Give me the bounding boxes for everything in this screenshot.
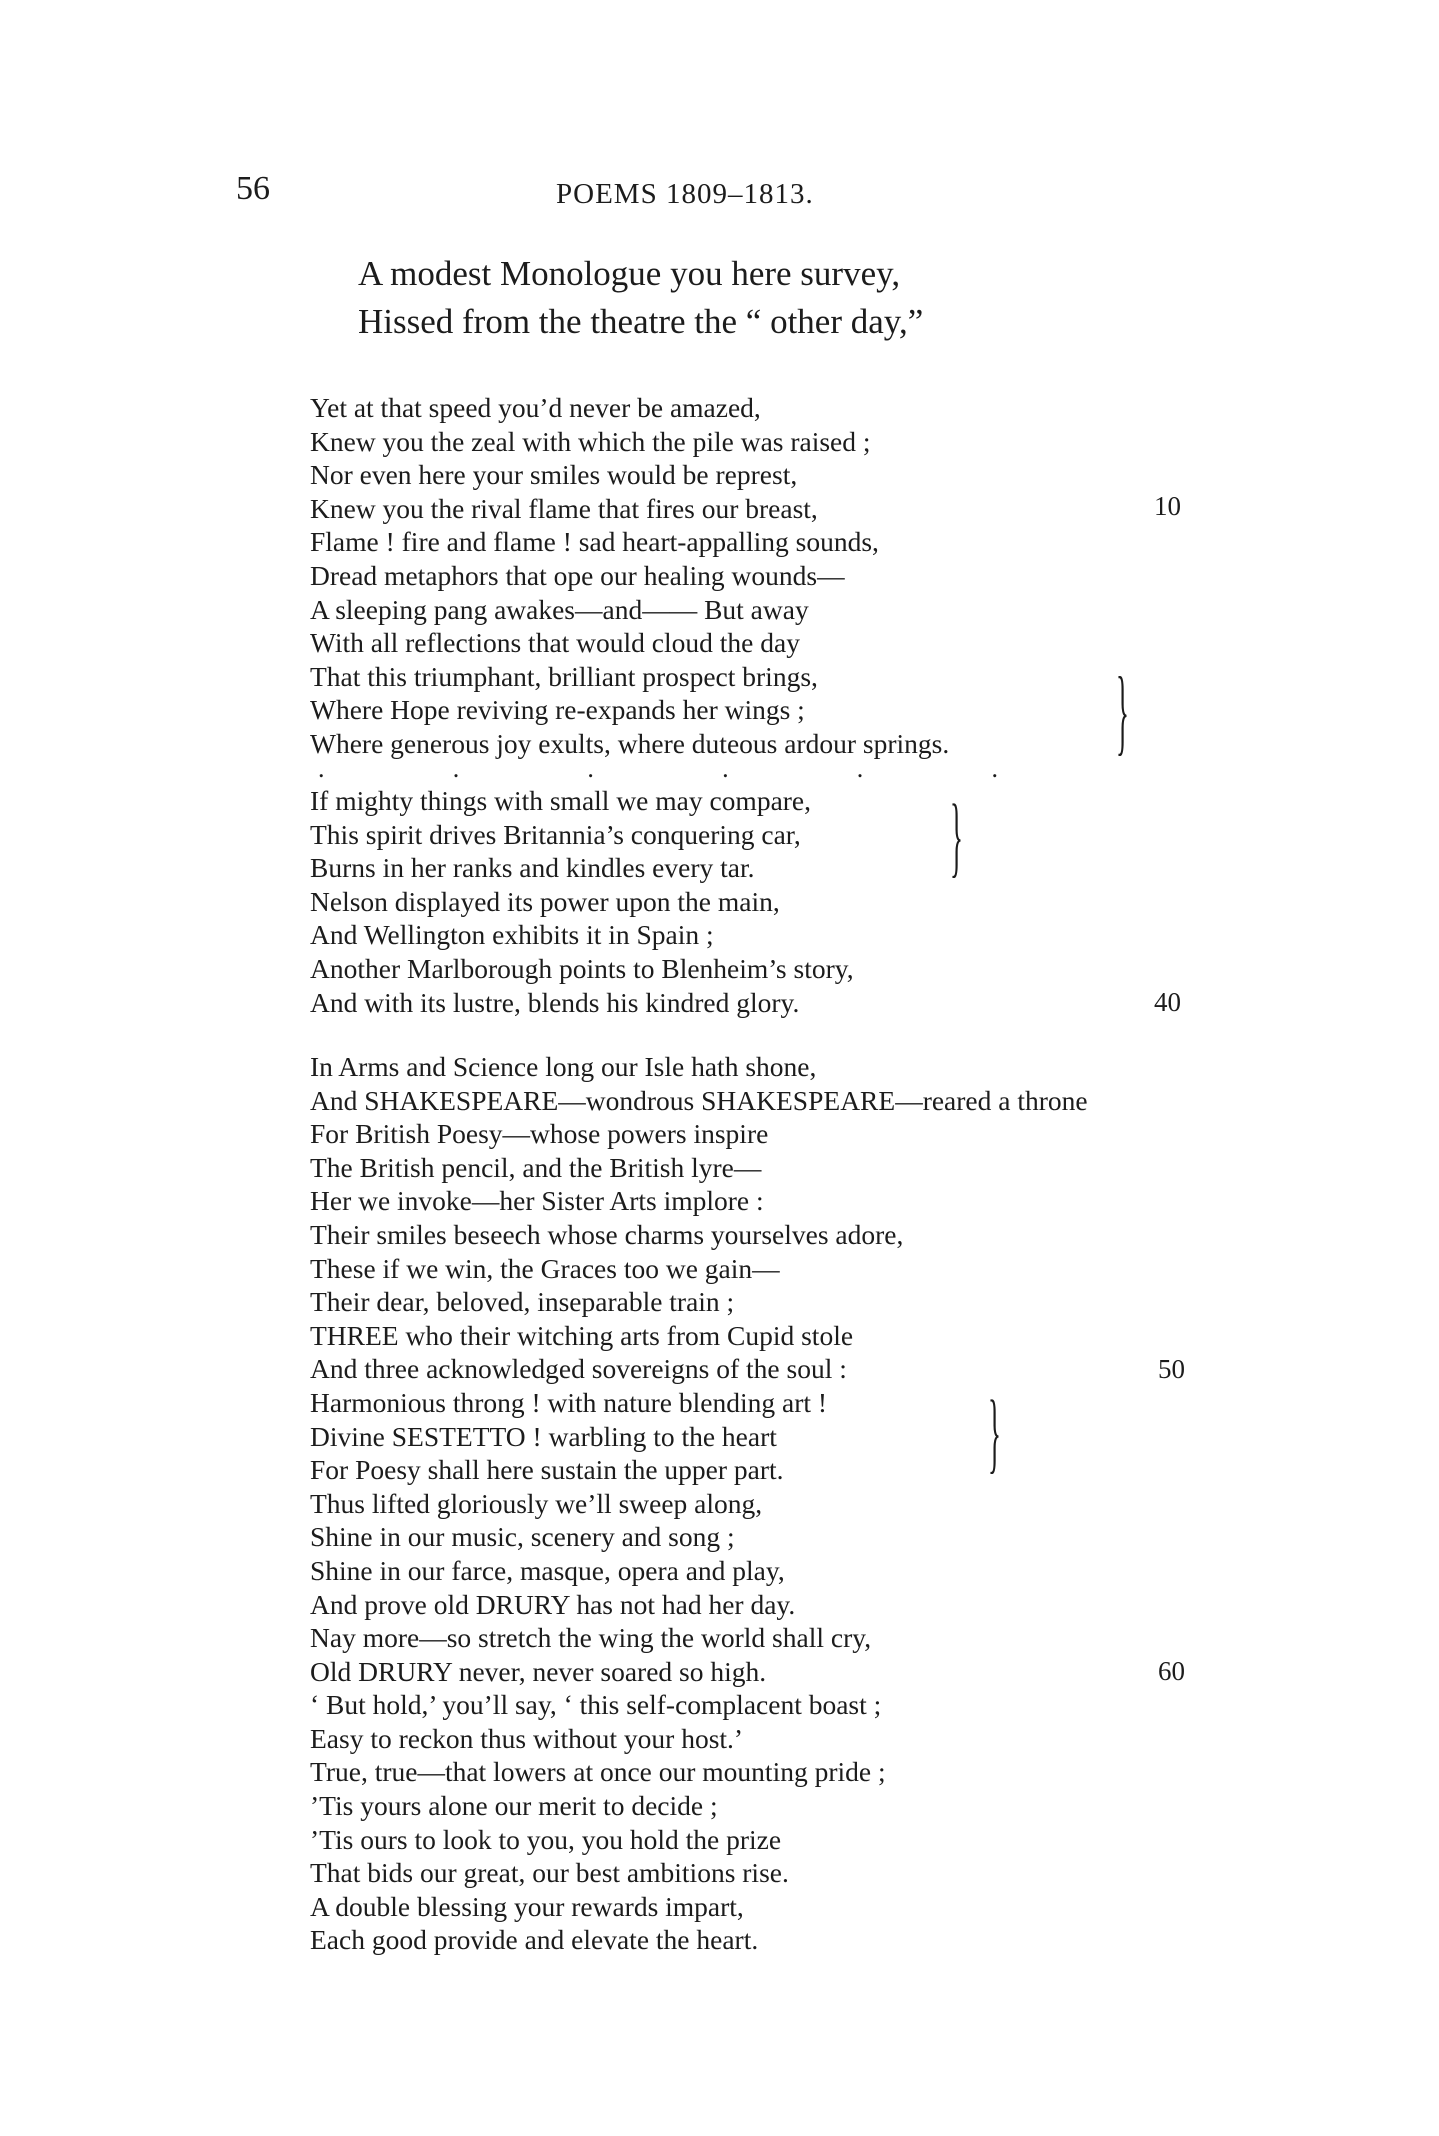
poem-line: If mighty things with small we may compare, [310, 785, 812, 816]
ellipsis-dot: . [452, 754, 460, 783]
poem-line: Old DRURY never, never soared so high. [310, 1655, 767, 1687]
poem-line: And prove old DRURY has not had her day. [310, 1588, 796, 1620]
poem-line: In Arms and Science long our Isle hath shone, [310, 1051, 817, 1082]
poem-line: Their smiles beseech whose charms yourselves adore, [310, 1218, 904, 1250]
poem-line: Burns in her ranks and kindles every tar. [310, 852, 755, 884]
line-number-50: 50 [1158, 1354, 1185, 1384]
poem-line: Divine SESTETTO ! warbling to the heart [310, 1420, 777, 1452]
poem-line: Nelson displayed its power upon the main, [310, 885, 780, 917]
ellipsis-dot: . [991, 754, 998, 783]
poem-line: Harmonious throng ! with nature blending art ! [310, 1386, 828, 1418]
running-head: POEMS 1809–1813. [556, 178, 814, 210]
poem-line: A sleeping pang awakes—and—— But away [310, 593, 809, 625]
poem-line: This spirit drives Britannia’s conquering car, [310, 818, 801, 850]
poem-line: Flame ! fire and flame ! sad heart-appalling sounds, [310, 526, 879, 558]
stanza-2 [310, 784, 854, 1019]
epigraph-line: Hissed from the theatre the “ other day,” [358, 302, 924, 341]
poem-line: Nor even here your smiles would be represt, [310, 459, 798, 491]
line-number-60: 60 [1158, 1656, 1185, 1686]
poem-line: ‘ But hold,’ you’ll say, ‘ this self-complacent boast ; [310, 1689, 882, 1721]
poem-line: Shine in our farce, masque, opera and play, [310, 1554, 785, 1586]
poem-line: Easy to reckon thus without your host.’ [310, 1722, 744, 1754]
triplet-brace: } [1116, 660, 1129, 766]
poem-line: Shine in our music, scenery and song ; [310, 1521, 735, 1553]
poem-line: And with its lustre, blends his kindred glory. [310, 986, 800, 1018]
poem-line: Knew you the zeal with which the pile was raised ; [310, 425, 871, 457]
ellipsis-dot: . [856, 754, 864, 783]
poem-line: Each good provide and elevate the heart. [310, 1924, 759, 1956]
poem-line: These if we win, the Graces too we gain— [310, 1252, 780, 1284]
poem-line: And Wellington exhibits it in Spain ; [310, 919, 714, 951]
poem-line: The British pencil, and the British lyre— [310, 1151, 762, 1183]
poem-line: Where generous joy exults, where duteous ardour springs. [310, 727, 950, 759]
ellipsis-dot: . [722, 754, 729, 783]
poem-line: Her we invoke—her Sister Arts implore : [310, 1185, 764, 1217]
poem-line: Another Marlborough points to Blenheim’s story, [310, 952, 854, 984]
poem-line: Where Hope reviving re-expands her wings ; [310, 694, 805, 726]
epigraph [358, 250, 923, 346]
poem-line: With all reflections that would cloud the day [310, 627, 800, 659]
line-number-40: 40 [1154, 987, 1181, 1017]
poem-line: Yet at that speed you’d never be amazed, [310, 392, 761, 423]
poem-line: ’Tis yours alone our merit to decide ; [310, 1790, 718, 1822]
ellipsis-row [318, 754, 998, 783]
epigraph-line: A modest Monologue you here survey, [358, 254, 901, 293]
stanza-3 [310, 1050, 1088, 1957]
poem-line: And three acknowledged sovereigns of the soul : [310, 1353, 847, 1385]
poem-line: For Poesy shall here sustain the upper part. [310, 1454, 784, 1486]
poem-line: Knew you the rival flame that fires our breast, [310, 492, 818, 524]
poem-line: Dread metaphors that ope our healing wounds— [310, 559, 845, 591]
poem-line: ’Tis ours to look to you, you hold the prize [310, 1823, 782, 1855]
poem-line: And SHAKESPEARE—wondrous SHAKESPEARE—reared a throne [310, 1084, 1088, 1116]
poem-line: Nay more—so stretch the wing the world shall cry, [310, 1622, 872, 1654]
line-number-10: 10 [1154, 491, 1181, 521]
triplet-brace: } [988, 1384, 1001, 1483]
poem-line: THREE who their witching arts from Cupid stole [310, 1319, 854, 1351]
poem-line: Their dear, beloved, inseparable train ; [310, 1286, 735, 1318]
poem-line: Thus lifted gloriously we’ll sweep along, [310, 1487, 763, 1519]
page-number: 56 [236, 170, 270, 207]
ellipsis-dot: . [587, 754, 594, 783]
stanza-1 [310, 391, 949, 761]
poem-line: That bids our great, our best ambitions rise. [310, 1857, 789, 1889]
poem-line: A double blessing your rewards impart, [310, 1890, 744, 1922]
poem-line: True, true—that lowers at once our mounting pride ; [310, 1756, 886, 1788]
ellipsis-dot: . [318, 754, 325, 783]
poem-line: That this triumphant, brilliant prospect brings, [310, 660, 818, 692]
poem-line: For British Poesy—whose powers inspire [310, 1118, 769, 1150]
triplet-brace: } [950, 788, 963, 887]
